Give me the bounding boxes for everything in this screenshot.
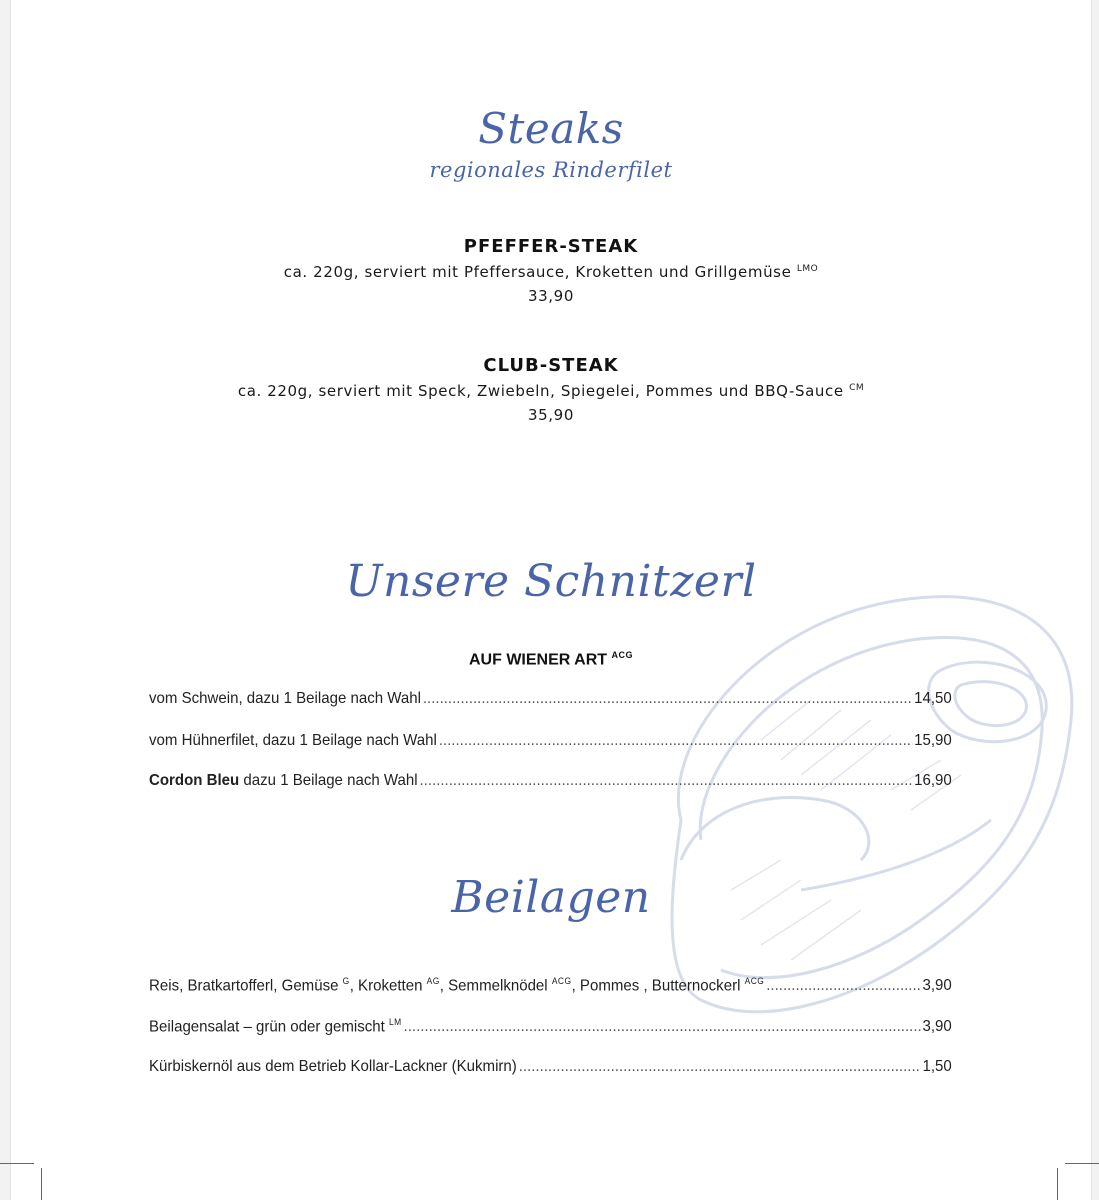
menu-row: vom Schwein, dazu 1 Beilage nach Wahl ..... 14,50 (149, 690, 952, 708)
menu-row: Kürbiskernöl aus dem Betrieb Kollar-Lackner (Kukmirn) ..... 1,50 (149, 1058, 952, 1076)
schnitzel-title: Unsere Schnitzerl (345, 556, 757, 607)
dish-price: 35,90 (528, 406, 574, 424)
steak-illustration (641, 560, 1092, 1080)
menu-row: vom Hühnerfilet, dazu 1 Beilage nach Wahl ..... 15,90 (149, 732, 952, 750)
menu-page (10, 0, 1092, 1200)
dish-club-steak (11, 355, 1091, 424)
crop-mark (1065, 1163, 1099, 1164)
beilagen-title: Beilagen (451, 872, 651, 923)
steaks-title: Steaks (478, 104, 624, 153)
allergen-codes: LMO (796, 264, 819, 274)
dish-description: ca. 220g, serviert mit Pfeffersauce, Kroketten und Grillgemüse $^{LMO}$ (283, 263, 819, 281)
dish-name: CLUB-STEAK (483, 355, 619, 376)
dish-name: PFEFFER-STEAK (463, 236, 639, 257)
menu-row: Reis, Bratkartofferl, Gemüse $^G$, Kroketten $^{AG}$, Semmelknödel $^{ACG}$, Pommes , Butternockerl $^{ACG}$ ..... 3,90 (149, 976, 952, 995)
steaks-subtitle: regionales Rinderfilet (429, 158, 673, 182)
dish-description: ca. 220g, serviert mit Speck, Zwiebeln, Spiegelei, Pommes und BBQ-Sauce $^{CM}$ (237, 382, 865, 400)
menu-row: Beilagensalat – grün oder gemischt $^{LM}$ ..... 3,90 (149, 1017, 952, 1036)
allergen-codes: CM (849, 383, 865, 393)
allergen-codes: ACG (611, 650, 633, 660)
crop-mark (1057, 1168, 1058, 1200)
dish-pfeffer-steak (11, 236, 1091, 305)
crop-mark (0, 1163, 34, 1164)
crop-mark (41, 1168, 42, 1200)
dish-price: 33,90 (528, 287, 574, 305)
schnitzel-subheading: AUF WIENER ART $^{ACG}$ (468, 650, 633, 669)
menu-row: Cordon Bleu dazu 1 Beilage nach Wahl ..... 16,90 (149, 772, 952, 790)
